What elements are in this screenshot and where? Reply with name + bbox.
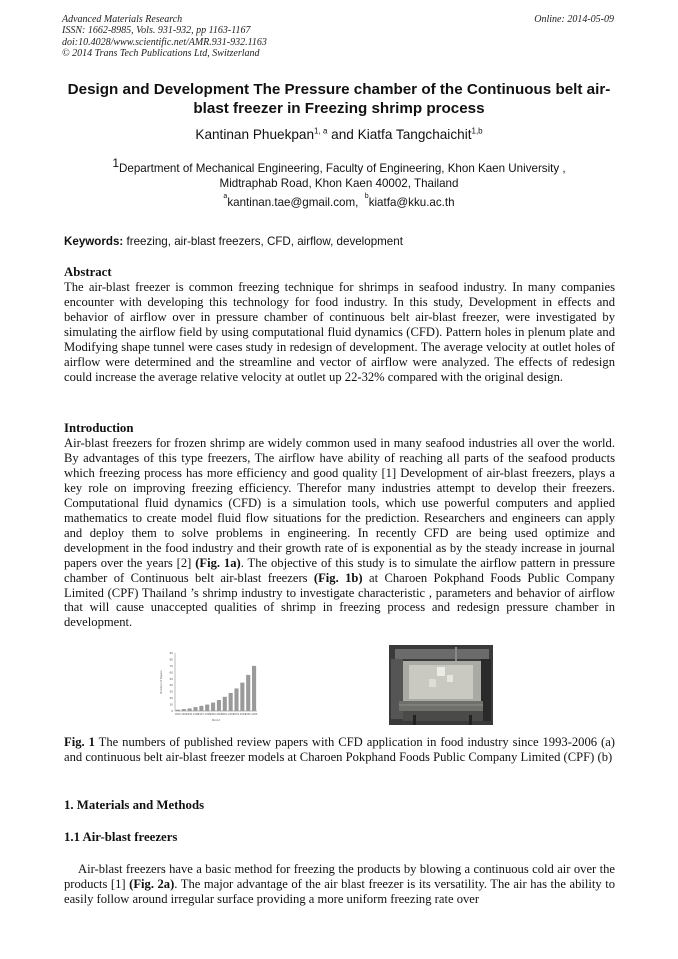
x-tick-label: 1993-1994 — [174, 713, 188, 716]
chart-bar — [205, 705, 209, 711]
x-tick-label: 1999-2000 — [209, 713, 223, 716]
intro-fig1a-ref: (Fig. 1a) — [195, 555, 241, 570]
figure-1-label: Fig. 1 — [64, 735, 95, 749]
journal-name: Advanced Materials Research — [62, 14, 183, 25]
author-1-affil-mark: 1, a — [314, 126, 328, 136]
x-tick-label: 1995-1996 — [186, 713, 199, 716]
y-tick-label: 70 — [169, 663, 173, 668]
online-date: Online: 2014-05-09 — [534, 14, 614, 25]
intro-part-3: at Charoen Pokphand Foods Public Company Limited (CPF) Thailand ’s shrimp industry to investigate characteristic , parameters and behavior of airflow that will cause unaccepted qualities of shrimp in freezing process and redesign pressure chamber in development. — [64, 570, 615, 630]
chart-bar — [217, 700, 221, 711]
x-axis-label: Period — [211, 719, 221, 722]
keywords — [64, 235, 403, 248]
author-2-affil-mark: 1,b — [471, 126, 483, 136]
journal-doi: doi:10.4028/www.scientific.net/AMR.931-932.1163 — [62, 36, 267, 48]
section-1-1-text — [64, 862, 615, 907]
affiliation — [56, 156, 622, 191]
keywords-text: freezing, air-blast freezers, CFD, airflow, development — [123, 235, 403, 248]
author-1: Kantinan Phuekpan — [195, 127, 315, 142]
figure-1b-photo — [389, 645, 493, 725]
intro-part-1: Air-blast freezers for frozen shrimp are widely common used in many seafood industries all over the world. By advantages of this type freezers, The airflow have ability of reaching all parts of the seafood products which freezing process has more efficiency and good quality [1] Development of air-blast freezers, plays a key role on improving freezing efficiency. Therefor many industries attempt to develop their freezers. Computational fluid dynamics (CFD) is a simulation tools, which use powerful computers and applied mathematics to create model fluid flow situations for the prediction. Researchers and engineers can apply and deploy them to solve problems in engineering. In recently CFD are being used optimize and development in the food industry and their growth rate of is exponential as by the steady increase in journal papers over the years [2] — [64, 436, 615, 570]
y-tick-label: 60 — [169, 670, 173, 675]
email-a: kantinan.tae@gmail.com, — [227, 196, 359, 209]
chart-bar — [188, 708, 192, 711]
section-1-heading: 1. Materials and Methods — [64, 798, 205, 812]
chart-bar — [223, 697, 227, 711]
section-1-1-part-1: Air-blast freezers have a basic method for freezing the products by blowing a continuous cold air over the products [1] — [64, 862, 615, 891]
introduction-text — [64, 436, 615, 630]
abstract-heading: Abstract — [64, 265, 112, 279]
x-tick-label: 2001-2002 — [221, 713, 234, 716]
chart-bar — [211, 703, 215, 711]
figure-1a-chart — [157, 647, 261, 723]
chart-bar — [229, 693, 233, 711]
x-tick-label: 2005-2006 — [244, 713, 258, 716]
author-2: Kiatfa Tangchaichit — [357, 127, 472, 142]
chart-bar — [182, 709, 186, 711]
chart-bar — [199, 706, 203, 711]
y-tick-label: 10 — [169, 702, 173, 707]
section-1-1-fig2a-ref: (Fig. 2a) — [129, 876, 175, 891]
journal-issn: ISSN: 1662-8985, Vols. 931-932, pp 1163-1167 — [62, 25, 251, 37]
author-line — [56, 127, 622, 142]
chart-bar — [246, 675, 250, 711]
y-axis-label: Number of Papers — [160, 670, 163, 694]
y-tick-label: 90 — [169, 651, 173, 655]
abstract-text: The air-blast freezer is common freezing technique for shrimps in seafood industry. In many companies encounter with developing this technology for food industry. In this study, Development in effects and behavior of airflow over in pressure chamber of continuous belt air-blast freezer, were investigated by simulating the airflow field by using computational fluid dynamics (CFD). Pattern holes in plenum plate and Modifying shape tunnel were cases study in redesign of development. The average velocity at outlet holes of airflow were determined and the streamline and vector of airflow were analyzed. The effects of redesign could increase the average relative velocity at outlet up 22-32% compared with the original design. — [64, 280, 615, 384]
introduction-heading: Introduction — [64, 421, 134, 435]
journal-copyright: © 2014 Trans Tech Publications Ltd, Switzerland — [62, 47, 260, 59]
chart-bar — [176, 710, 180, 711]
affiliation-number: 1 — [112, 156, 120, 170]
chart-bar — [234, 688, 238, 711]
paper-title: Design and Development The Pressure chamber of the Continuous belt air-blast freezer in Freezing shrimp process — [67, 81, 611, 117]
section-1-1-heading: 1.1 Air-blast freezers — [64, 830, 178, 844]
freezer-photo-image — [389, 645, 493, 725]
figure-1-caption — [64, 735, 615, 765]
y-tick-label: 0 — [171, 709, 173, 713]
y-tick-label: 30 — [169, 689, 173, 694]
email-line — [56, 193, 622, 209]
section-1-1-part-2: . The major advantage of the air blast freezer is its versatility. The air has the ability to easily follow around irregular surface providing a more uniform freezing rate over — [64, 876, 615, 906]
chart-bar — [252, 666, 256, 711]
y-tick-label: 20 — [169, 696, 173, 701]
chart-bar — [240, 683, 244, 711]
journal-header — [62, 14, 267, 59]
intro-part-2: . The objective of this study is to simulate the airflow pattern in pressure chamber of Continuous belt air-blast freezers — [64, 555, 615, 585]
x-tick-label: 1997-1998 — [198, 713, 211, 716]
y-tick-label: 80 — [169, 657, 173, 662]
y-tick-label: 40 — [169, 683, 173, 688]
y-tick-label: 50 — [169, 676, 173, 681]
author-conjunction: and — [327, 127, 358, 142]
intro-fig1b-ref: (Fig. 1b) — [313, 570, 363, 585]
chart-bar — [193, 707, 197, 711]
affiliation-line-1: Department of Mechanical Engineering, Faculty of Engineering, Khon Kaen University , — [119, 162, 566, 175]
email-a-mark: a — [223, 193, 228, 200]
email-b: kiatfa@kku.ac.th — [368, 196, 455, 209]
figure-1-caption-text: The numbers of published review papers with CFD application in food industry since 1993-2006 (a) and continuous belt air-blast freezer models at Charoen Pokphand Foods Public Company Limited (CPF) (b) — [64, 735, 616, 764]
affiliation-line-2: Midtraphab Road, Khon Kaen 40002, Thailand — [219, 177, 459, 190]
keywords-label: Keywords: — [64, 235, 124, 248]
email-b-mark: b — [364, 193, 369, 200]
x-tick-label: 2003-2004 — [233, 713, 246, 716]
